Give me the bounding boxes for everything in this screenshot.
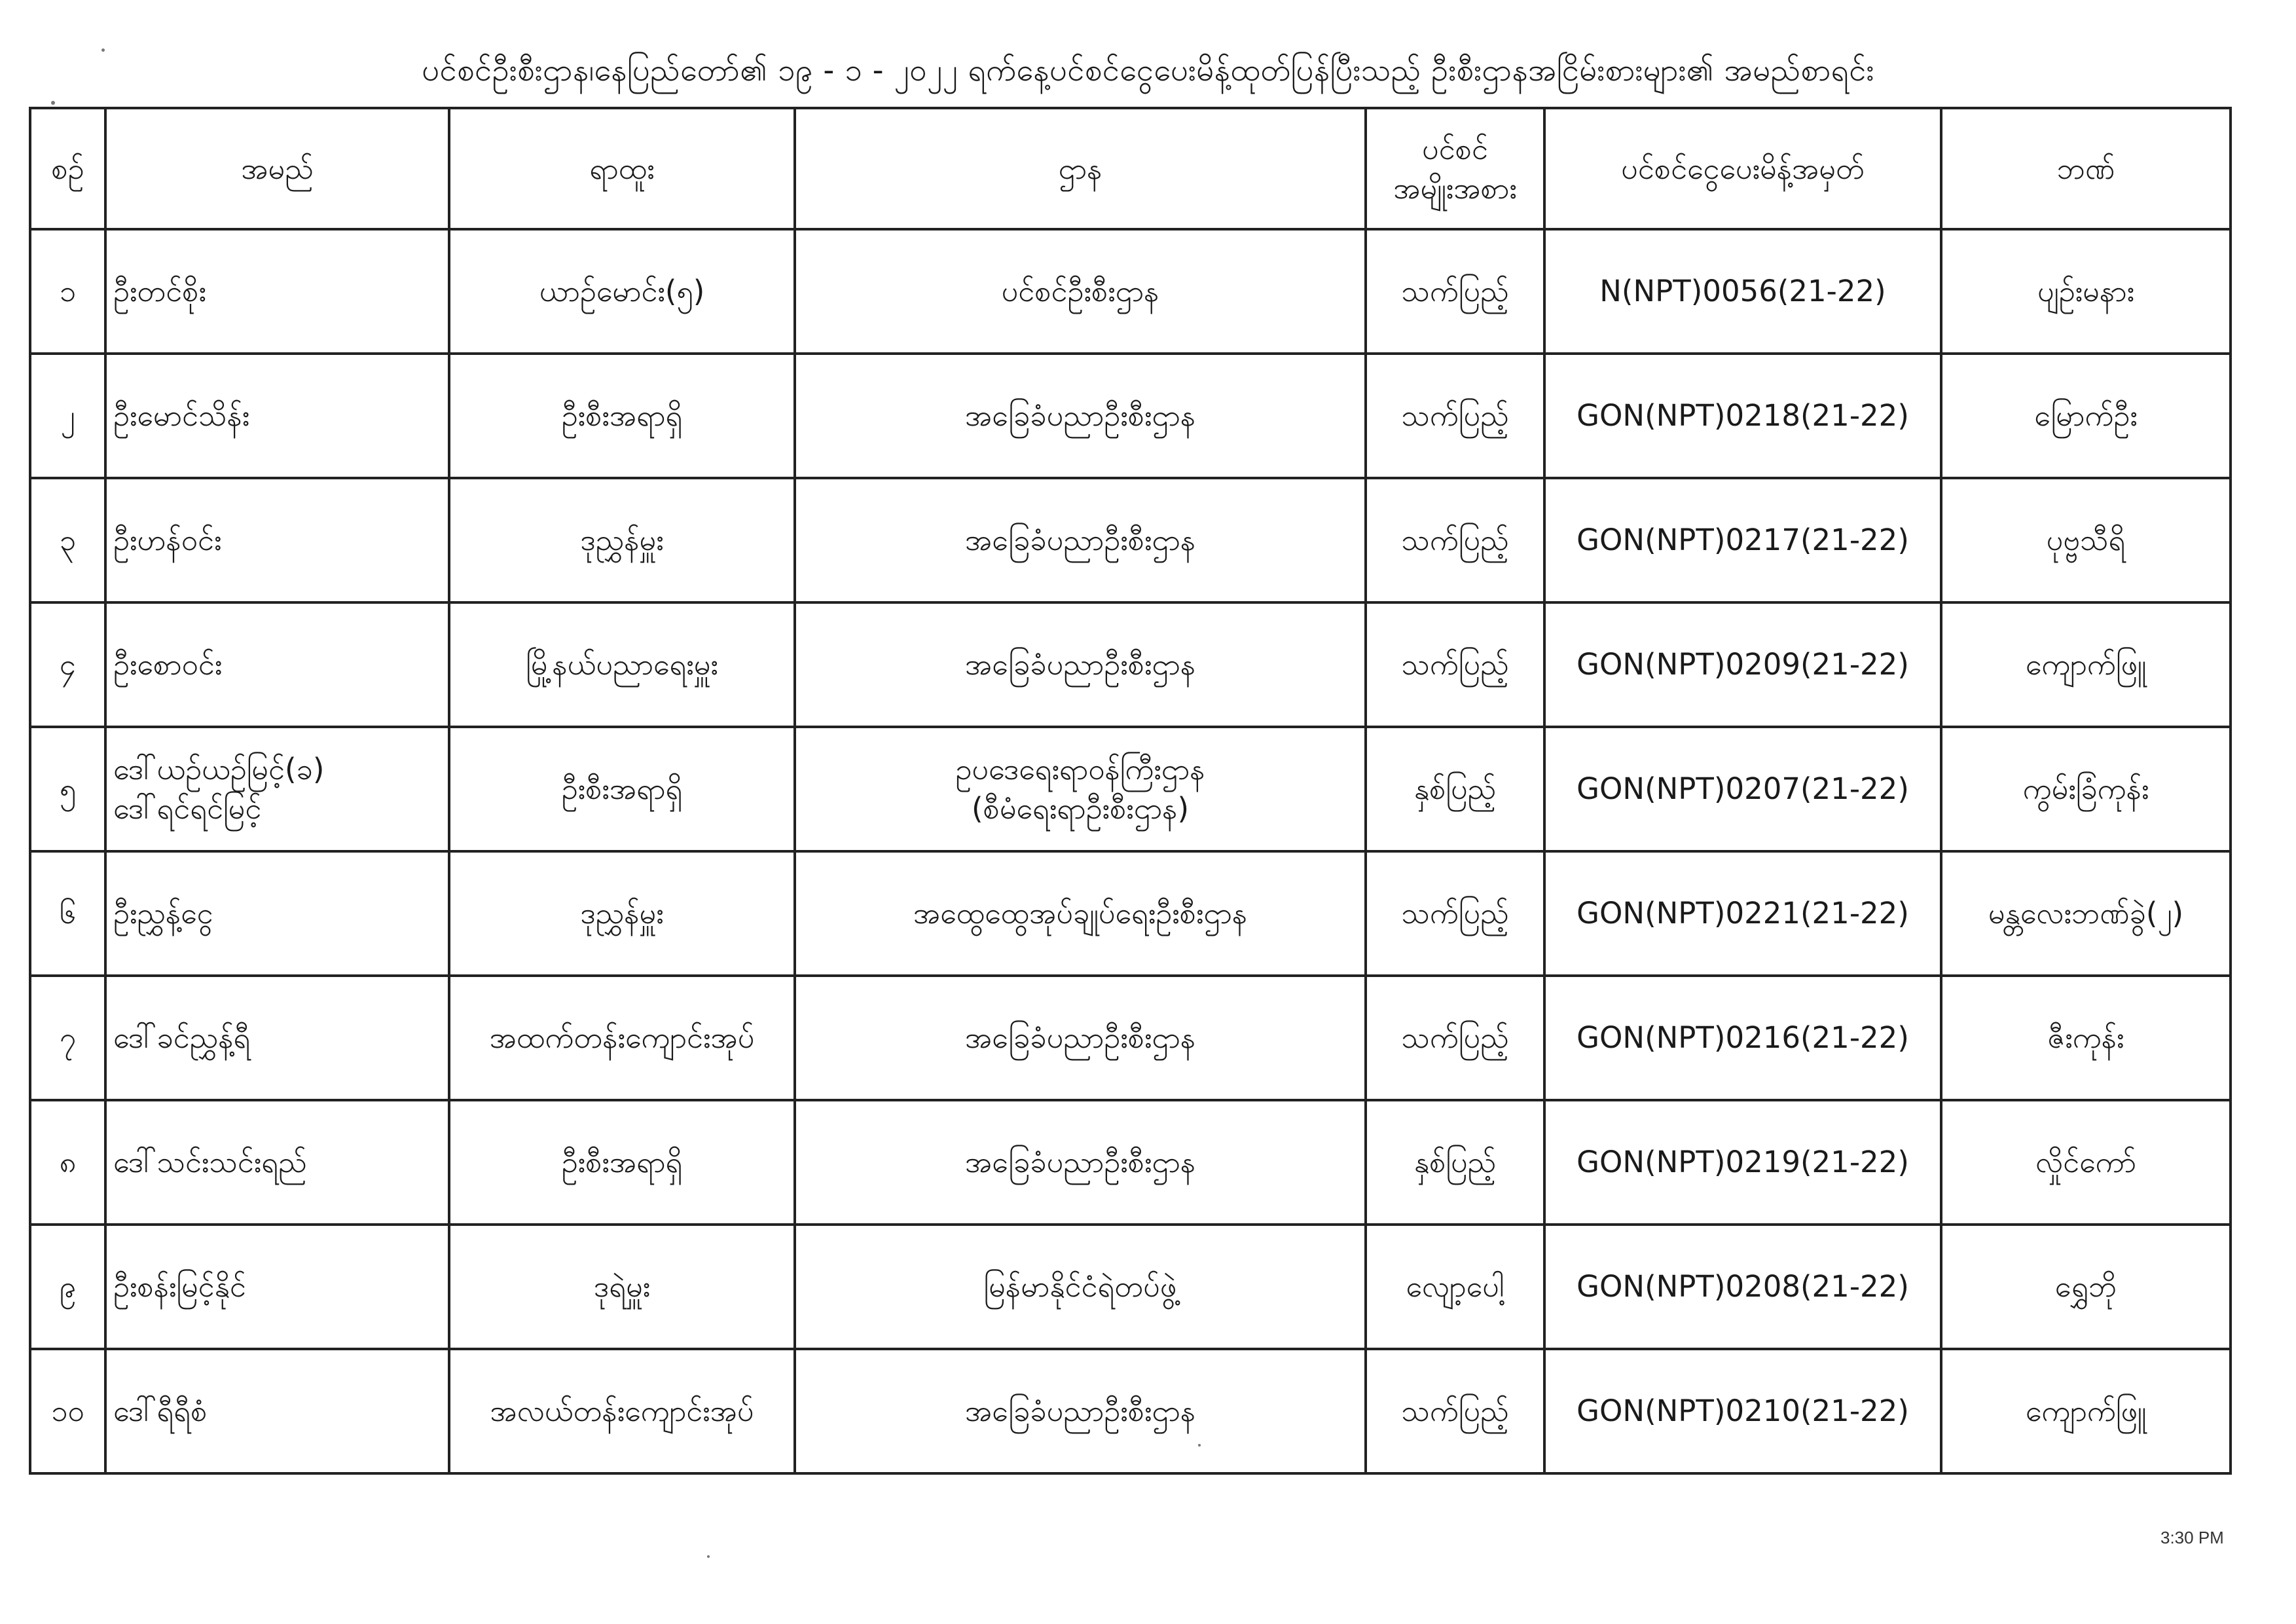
cell-pension-order-no: GON(NPT)0218(21-22) <box>1544 354 1941 478</box>
cell-pension-type: သက်ပြည့် <box>1366 229 1544 354</box>
cell-department: အခြေခံပညာဦးစီးဌာန <box>795 976 1366 1100</box>
cell-name: ဦးညွှန့်ငွေ <box>105 851 449 976</box>
cell-serial-no: ၃ <box>30 478 105 602</box>
table-row <box>30 602 2231 727</box>
scan-speck <box>51 101 55 105</box>
cell-bank: လှိုင်ကော် <box>1941 1100 2231 1225</box>
cell-department: အထွေထွေအုပ်ချုပ်ရေးဦးစီးဌာန <box>795 851 1366 976</box>
cell-position: မြို့နယ်ပညာရေးမှူး <box>449 602 795 727</box>
scan-speck <box>1198 1444 1201 1447</box>
cell-serial-no: ၇ <box>30 976 105 1100</box>
cell-serial-no: ၆ <box>30 851 105 976</box>
cell-name: ဦးတင်စိုး <box>105 229 449 354</box>
cell-pension-order-no: GON(NPT)0221(21-22) <box>1544 851 1941 976</box>
scan-speck <box>707 1555 710 1558</box>
header-pension-type: ပင်စင် အမျိုးအစား <box>1366 108 1544 229</box>
cell-name: ဒေါ်ခင်ညွှန့်ရီ <box>105 976 449 1100</box>
cell-bank: ကွမ်းခြံကုန်း <box>1941 727 2231 851</box>
cell-pension-type: လျော့ပေါ့ <box>1366 1225 1544 1349</box>
cell-pension-order-no: N(NPT)0056(21-22) <box>1544 229 1941 354</box>
table-row <box>30 229 2231 354</box>
document-title: ပင်စင်ဦးစီးဌာန၊နေပြည်တော်၏ ၁၉ - ၁ - ၂၀၂၂ ရက်နေ့ပင်စင်ငွေပေးမိန့်ထုတ်ပြန်ပြီးသည့် ဦးစီးဌာနအငြိမ်းစားများ၏ အမည်စာရင်း <box>422 52 1874 88</box>
table-row <box>30 851 2231 976</box>
cell-name: ဒေါ်ရီရီစံ <box>105 1349 449 1473</box>
table-row <box>30 1349 2231 1473</box>
cell-position: ဒုရဲမှူး <box>449 1225 795 1349</box>
table-row <box>30 354 2231 478</box>
cell-name: ဦးစန်းမြင့်နိုင် <box>105 1225 449 1349</box>
cell-pension-order-no: GON(NPT)0219(21-22) <box>1544 1100 1941 1225</box>
cell-position: ဒုညွှန်မှူး <box>449 478 795 602</box>
cell-bank: ကျောက်ဖြူ <box>1941 602 2231 727</box>
cell-position: ဦးစီးအရာရှိ <box>449 1100 795 1225</box>
cell-department: အခြေခံပညာဦးစီးဌာန <box>795 354 1366 478</box>
header-name: အမည် <box>105 108 449 229</box>
cell-bank: မြောက်ဦး <box>1941 354 2231 478</box>
cell-pension-order-no: GON(NPT)0209(21-22) <box>1544 602 1941 727</box>
cell-position: ဒုညွှန်မှူး <box>449 851 795 976</box>
scan-speck <box>101 48 105 52</box>
cell-serial-no: ၁ <box>30 229 105 354</box>
cell-bank: မန္တလေးဘဏ်ခွဲ(၂) <box>1941 851 2231 976</box>
cell-position: အထက်တန်းကျောင်းအုပ် <box>449 976 795 1100</box>
header-pension-order-no: ပင်စင်ငွေပေးမိန့်အမှတ် <box>1544 108 1941 229</box>
cell-department: အခြေခံပညာဦးစီးဌာန <box>795 602 1366 727</box>
cell-serial-no: ၂ <box>30 354 105 478</box>
cell-bank: ရွှေဘို <box>1941 1225 2231 1349</box>
cell-serial-no: ၁၀ <box>30 1349 105 1473</box>
cell-position: ယာဉ်မောင်း(၅) <box>449 229 795 354</box>
cell-pension-order-no: GON(NPT)0217(21-22) <box>1544 478 1941 602</box>
header-position: ရာထူး <box>449 108 795 229</box>
cell-pension-type: သက်ပြည့် <box>1366 1349 1544 1473</box>
cell-pension-order-no: GON(NPT)0216(21-22) <box>1544 976 1941 1100</box>
header-serial-no: စဉ် <box>30 108 105 229</box>
cell-position: ဦးစီးအရာရှိ <box>449 727 795 851</box>
cell-pension-type: သက်ပြည့် <box>1366 354 1544 478</box>
cell-name: ဦးမောင်သိန်း <box>105 354 449 478</box>
cell-bank: ဇီးကုန်း <box>1941 976 2231 1100</box>
cell-department: အခြေခံပညာဦးစီးဌာန <box>795 478 1366 602</box>
cell-department: အခြေခံပညာဦးစီးဌာန <box>795 1349 1366 1473</box>
print-timestamp: 3:30 PM <box>2160 1528 2224 1547</box>
cell-name: ဦးစောဝင်း <box>105 602 449 727</box>
cell-serial-no: ၉ <box>30 1225 105 1349</box>
cell-pension-order-no: GON(NPT)0208(21-22) <box>1544 1225 1941 1349</box>
cell-bank: ပုဗ္ဗသီရိ <box>1941 478 2231 602</box>
pension-roster-table <box>29 107 2232 1475</box>
cell-department: ဥပဒေရေးရာဝန်ကြီးဌာန (စီမံရေးရာဦးစီးဌာန) <box>795 727 1366 851</box>
cell-pension-type: နှစ်ပြည့် <box>1366 1100 1544 1225</box>
cell-serial-no: ၅ <box>30 727 105 851</box>
header-bank: ဘဏ် <box>1941 108 2231 229</box>
table-row <box>30 1225 2231 1349</box>
cell-department: မြန်မာနိုင်ငံရဲတပ်ဖွဲ့ <box>795 1225 1366 1349</box>
cell-serial-no: ၄ <box>30 602 105 727</box>
cell-name: ဒေါ်သင်းသင်းရည် <box>105 1100 449 1225</box>
cell-department: ပင်စင်ဦးစီးဌာန <box>795 229 1366 354</box>
cell-pension-type: သက်ပြည့် <box>1366 602 1544 727</box>
cell-pension-order-no: GON(NPT)0207(21-22) <box>1544 727 1941 851</box>
cell-serial-no: ၈ <box>30 1100 105 1225</box>
cell-bank: ကျောက်ဖြူ <box>1941 1349 2231 1473</box>
header-department: ဌာန <box>795 108 1366 229</box>
cell-pension-order-no: GON(NPT)0210(21-22) <box>1544 1349 1941 1473</box>
table-row <box>30 478 2231 602</box>
cell-pension-type: သက်ပြည့် <box>1366 478 1544 602</box>
cell-department: အခြေခံပညာဦးစီးဌာန <box>795 1100 1366 1225</box>
cell-position: အလယ်တန်းကျောင်းအုပ် <box>449 1349 795 1473</box>
table-header-row <box>30 108 2231 229</box>
table-row <box>30 976 2231 1100</box>
cell-pension-type: သက်ပြည့် <box>1366 851 1544 976</box>
cell-name: ဦးဟန်ဝင်း <box>105 478 449 602</box>
cell-name: ဒေါ်ယဉ်ယဉ်မြင့်(ခ) ဒေါ်ရင်ရင်မြင့် <box>105 727 449 851</box>
cell-pension-type: သက်ပြည့် <box>1366 976 1544 1100</box>
cell-bank: ပျဉ်းမနား <box>1941 229 2231 354</box>
table-row <box>30 1100 2231 1225</box>
table-row <box>30 727 2231 851</box>
cell-position: ဦးစီးအရာရှိ <box>449 354 795 478</box>
cell-pension-type: နှစ်ပြည့် <box>1366 727 1544 851</box>
